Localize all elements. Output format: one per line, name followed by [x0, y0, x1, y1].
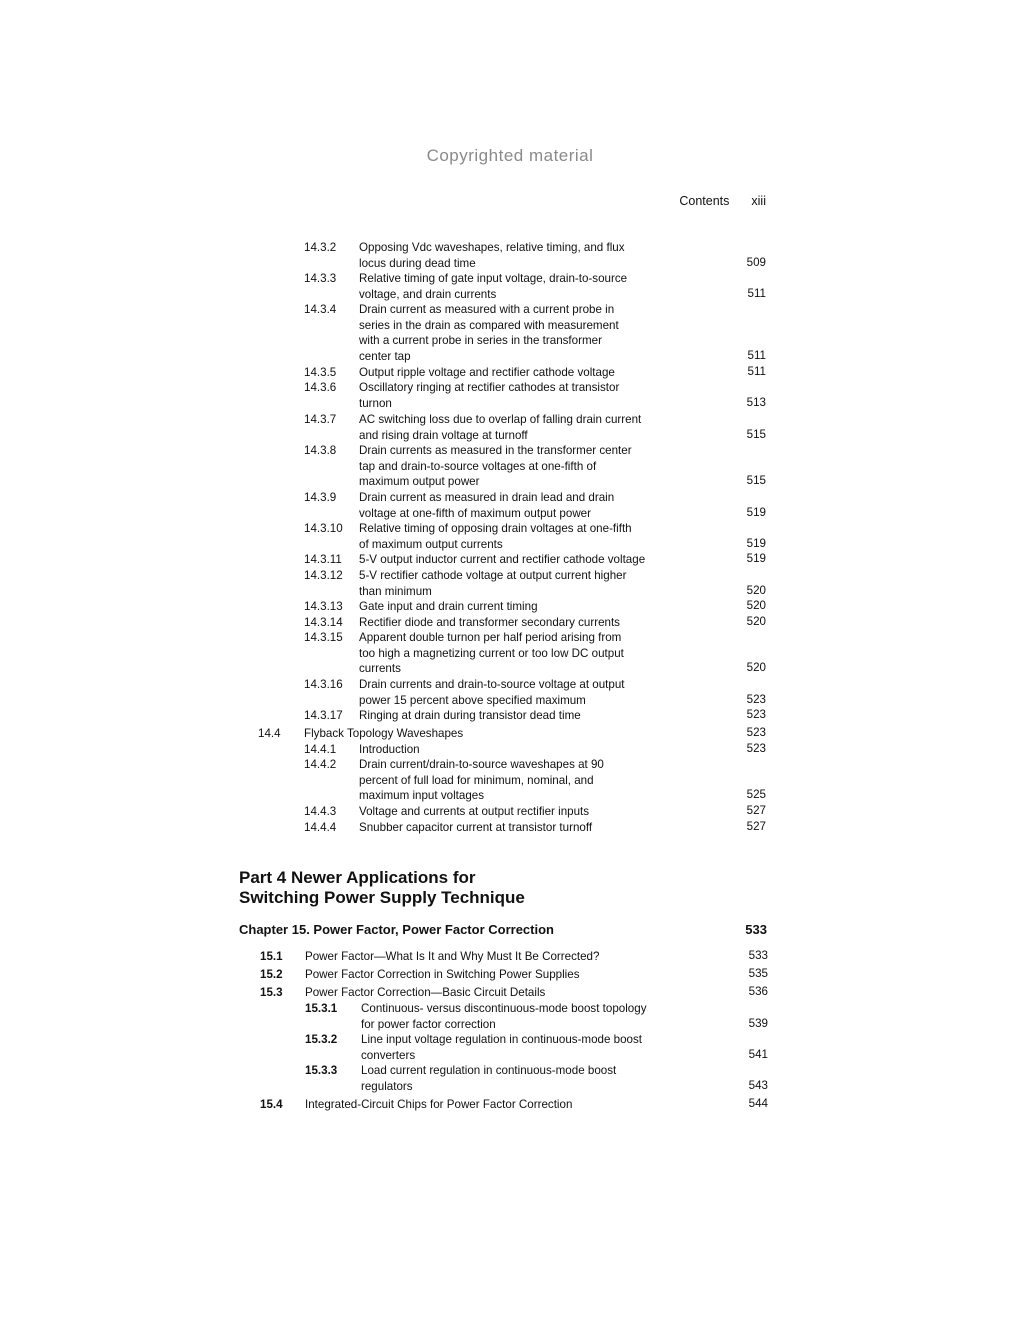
toc-entry-title: Snubber capacitor current at transistor turnoff	[359, 821, 593, 834]
toc-entry-number: 15.4	[260, 1098, 283, 1111]
toc-entry-title: Power Factor Correction—Basic Circuit Details	[305, 986, 546, 999]
toc-entry-number: 14.4.1	[304, 743, 337, 756]
toc-entry-title: Ringing at drain during transistor dead time	[359, 709, 581, 722]
toc-entry-page: 520	[746, 599, 766, 612]
toc-entry-page: 520	[746, 661, 766, 674]
toc-entry-number: 15.3	[260, 986, 283, 999]
toc-entry-page: 525	[746, 788, 766, 801]
toc-entry-page: 536	[748, 985, 768, 998]
toc-entry	[304, 804, 589, 820]
toc-entry-page: 513	[746, 395, 766, 409]
toc-entry-title: Drain current/drain-to-source waveshapes at 90 percent of full load for minimum, nominal, and maximum input voltages	[359, 758, 604, 802]
toc-entry	[304, 365, 615, 381]
toc-entry-number: 14.3.12	[304, 569, 343, 582]
toc-entry-title: Drain currents as measured in the transformer center tap and drain-to-source voltages at one-fifth of maximum output power	[359, 444, 632, 488]
toc-entry-number: 14.3.8	[304, 444, 337, 457]
toc-entry-page: 544	[748, 1097, 768, 1110]
toc-entry	[304, 599, 538, 615]
toc-entry-title: Power Factor—What Is It and Why Must It Be Corrected?	[305, 950, 600, 963]
toc-entry-page: 523	[746, 742, 766, 755]
toc-entry-title: Line input voltage regulation in continuous-mode boost converters	[361, 1033, 643, 1062]
running-head-label: Contents	[679, 194, 730, 208]
toc-entry-title: Load current regulation in continuous-mode boost regulators	[361, 1064, 617, 1093]
toc-entry	[304, 271, 627, 302]
toc-entry-title: Power Factor Correction in Switching Power Supplies	[305, 968, 580, 981]
toc-entry-number: 15.3.1	[305, 1002, 338, 1015]
toc-entry-page: 523	[746, 726, 766, 739]
toc-entry	[304, 412, 641, 443]
toc-entry-number: 14.3.2	[304, 241, 337, 254]
chapter-title: Chapter 15. Power Factor, Power Factor Correction	[239, 922, 554, 937]
toc-entry-number: 14.3.11	[304, 553, 342, 566]
toc-entry-title: Apparent double turnon per half period arising from too high a magnetizing current or too low DC output currents	[359, 631, 624, 675]
toc-entry	[304, 742, 420, 758]
toc-entry-page: 519	[746, 552, 766, 565]
toc-entry-page: 519	[746, 505, 766, 519]
toc-entry-title: Opposing Vdc waveshapes, relative timing, and flux locus during dead time	[359, 241, 625, 270]
toc-entry-number: 14.3.9	[304, 491, 337, 504]
toc-entry-title: Rectifier diode and transformer secondary currents	[359, 616, 620, 629]
toc-entry-page: 541	[748, 1047, 768, 1061]
toc-entry	[304, 708, 581, 724]
toc-entry-title: Integrated-Circuit Chips for Power Factor Correction	[305, 1098, 573, 1111]
toc-entry-number: 14.4.2	[304, 758, 337, 771]
running-head-page: xiii	[751, 194, 766, 208]
toc-entry-number: 15.2	[260, 968, 283, 981]
toc-entry-number: 15.3.3	[305, 1064, 338, 1077]
toc-entry-page: 519	[746, 536, 766, 550]
toc-entry	[304, 521, 632, 552]
toc-entry-title: Drain current as measured in drain lead and drain voltage at one-fifth of maximum output power	[359, 491, 615, 520]
toc-entry	[304, 302, 619, 364]
toc-entry	[304, 380, 619, 411]
toc-entry	[304, 443, 632, 490]
toc-entry-page: 523	[746, 708, 766, 721]
toc-entry-page: 515	[746, 474, 766, 487]
toc-entry-number: 14.3.6	[304, 381, 337, 394]
toc-entry-title: Continuous- versus discontinuous-mode boost topology for power factor correction	[361, 1002, 647, 1031]
toc-entry-number: 14.4	[258, 727, 281, 740]
toc-entry-title: Voltage and currents at output rectifier inputs	[359, 805, 590, 818]
toc-entry-number: 14.3.10	[304, 522, 343, 535]
toc-entry-number: 14.3.15	[304, 631, 343, 644]
toc-entry-number: 14.3.5	[304, 366, 337, 379]
toc-entry-number: 14.3.4	[304, 303, 337, 316]
toc-entry-number: 14.4.3	[304, 805, 337, 818]
toc-entry-page: 527	[746, 804, 766, 817]
toc-entry-title: 5-V output inductor current and rectifier cathode voltage	[359, 553, 646, 566]
toc-entry-number: 15.3.2	[305, 1033, 338, 1046]
toc-entry	[260, 967, 580, 983]
toc-entry-title: Flyback Topology Waveshapes	[304, 727, 464, 740]
toc-entry-title: Oscillatory ringing at rectifier cathodes at transistor turnon	[359, 381, 620, 410]
toc-entry-number: 14.3.17	[304, 709, 343, 722]
toc-entry-number: 14.3.3	[304, 272, 337, 285]
toc-entry	[260, 985, 545, 1001]
toc-entry	[304, 757, 604, 804]
toc-entry	[304, 552, 645, 568]
toc-entry-title: 5-V rectifier cathode voltage at output current higher than minimum	[359, 569, 627, 598]
toc-entry-page: 511	[747, 365, 766, 378]
toc-entry	[304, 615, 620, 631]
toc-entry	[304, 568, 626, 599]
toc-entry	[304, 240, 625, 271]
toc-entry-number: 15.1	[260, 950, 283, 963]
toc-entry-title: Gate input and drain current timing	[359, 600, 538, 613]
toc-entry-number: 14.4.4	[304, 821, 337, 834]
toc-entry-page: 539	[748, 1016, 768, 1030]
toc-entry	[305, 1032, 642, 1063]
copyright-watermark: Copyrighted material	[426, 146, 594, 165]
toc-entry	[305, 1001, 647, 1032]
toc-entry	[305, 1063, 616, 1094]
toc-entry-title: Drain current as measured with a current probe in series in the drain as compared with measurement with a current probe in series in the transformer center tap	[359, 303, 619, 363]
toc-entry	[304, 820, 592, 836]
toc-entry-title: Introduction	[359, 743, 420, 756]
toc-entry-page: 520	[746, 615, 766, 628]
toc-entry-title: Drain currents and drain-to-source voltage at output power 15 percent above specified maximum	[359, 678, 625, 707]
toc-entry	[304, 677, 625, 708]
toc-entry-page: 509	[746, 255, 766, 269]
toc-entry-title: Output ripple voltage and rectifier cathode voltage	[359, 366, 615, 379]
toc-entry-title: Relative timing of opposing drain voltages at one-fifth of maximum output currents	[359, 522, 632, 551]
toc-entry-page: 535	[748, 967, 768, 980]
toc-entry-number: 14.3.14	[304, 616, 343, 629]
toc-entry-page: 533	[748, 949, 768, 962]
toc-entry-page: 520	[746, 583, 766, 597]
toc-entry	[304, 630, 624, 677]
toc-entry	[260, 1097, 572, 1113]
toc-entry-page: 511	[747, 348, 766, 362]
chapter-page: 533	[745, 922, 767, 937]
toc-entry-title: AC switching loss due to overlap of falling drain current and rising drain voltage at turnoff	[359, 413, 642, 442]
toc-entry-page: 527	[746, 820, 766, 833]
toc-entry-page: 511	[747, 286, 766, 300]
part-title: Part 4 Newer Applications for Switching Power Supply Technique	[239, 868, 525, 907]
toc-entry	[260, 949, 599, 965]
toc-entry-page: 543	[748, 1078, 768, 1092]
toc-entry-page: 515	[746, 427, 766, 441]
toc-entry	[304, 490, 614, 521]
chapter-heading	[239, 922, 767, 937]
running-head	[600, 194, 766, 208]
toc-entry-number: 14.3.16	[304, 678, 343, 691]
toc-entry-title: Relative timing of gate input voltage, drain-to-source voltage, and drain currents	[359, 272, 628, 301]
toc-entry	[258, 726, 463, 742]
toc-entry-number: 14.3.7	[304, 413, 337, 426]
toc-entry-page: 523	[746, 692, 766, 706]
toc-entry-number: 14.3.13	[304, 600, 343, 613]
